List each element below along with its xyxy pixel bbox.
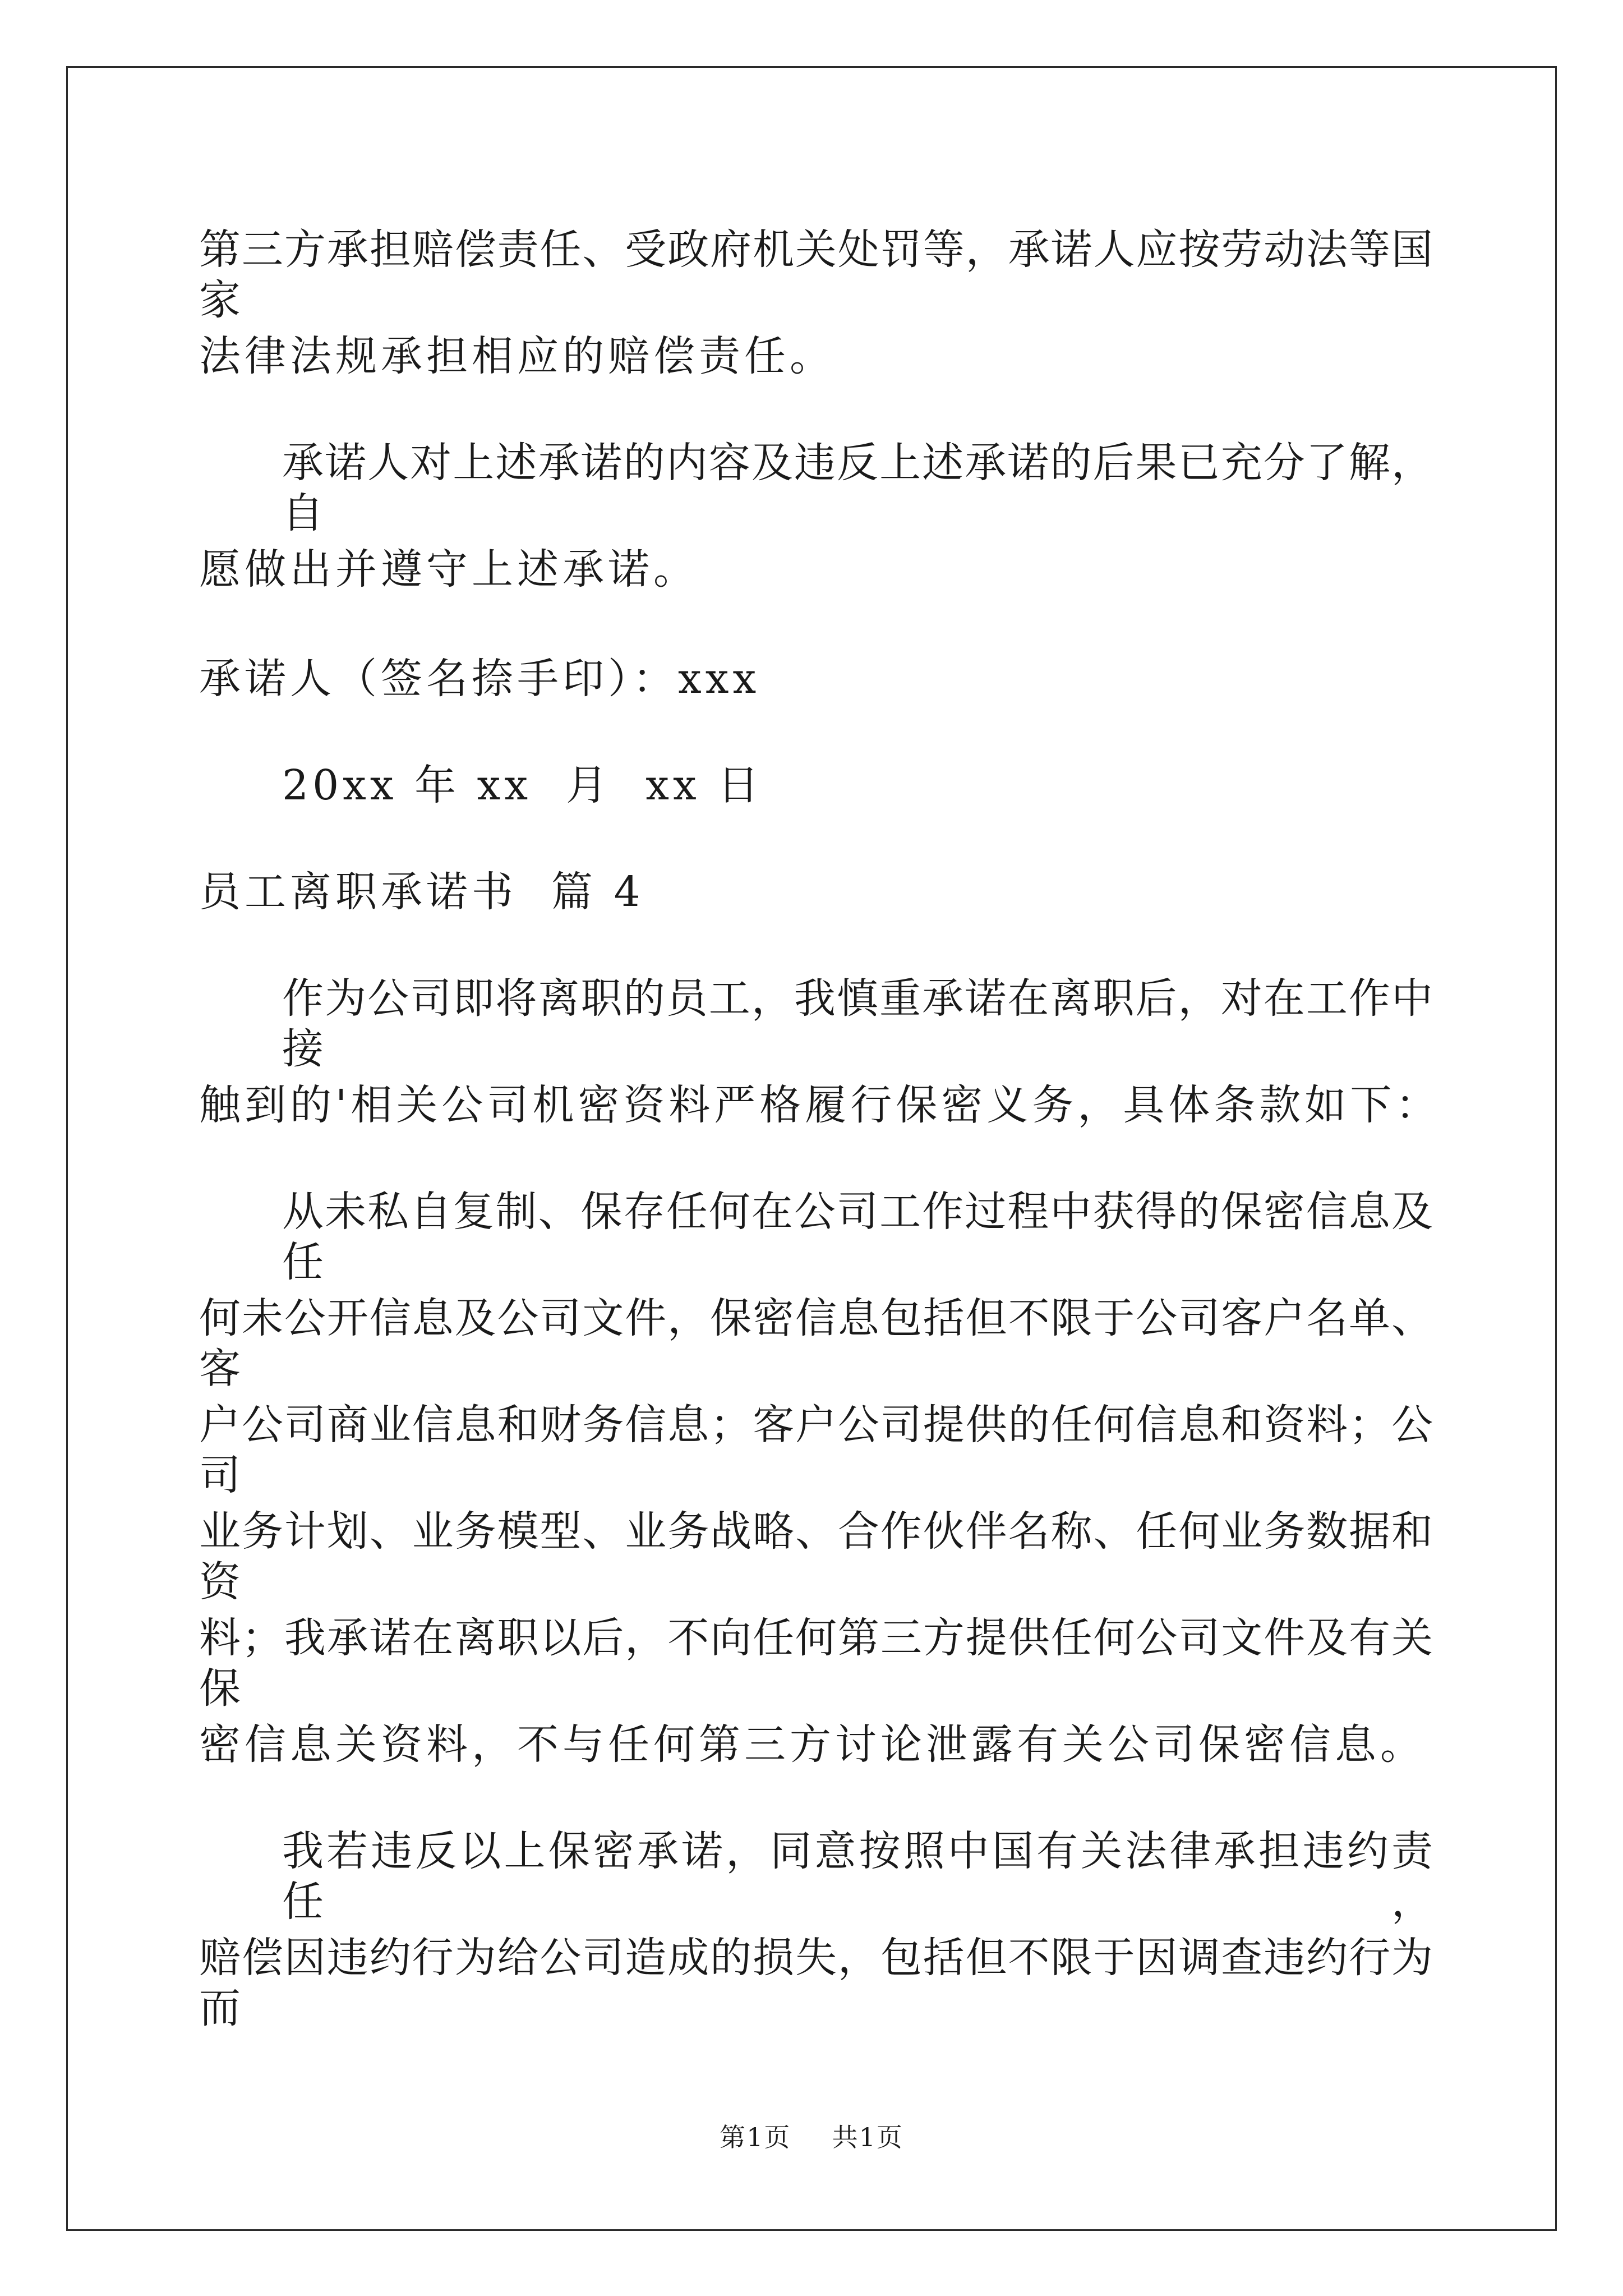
date-line: 20xx 年 xx 月 xx 日 (282, 761, 763, 809)
text-line: 第三方承担赔偿责任、受政府机关处罚等，承诺人应按劳动法等国家 (199, 226, 1433, 324)
text-line: 户公司商业信息和财务信息；客户公司提供的任何信息和资料；公司 (199, 1401, 1433, 1499)
text-line: 我若违反以上保密承诺，同意按照中国有关法律承担违约责任， (282, 1827, 1433, 1926)
signature-line: 承诺人（签名捺手印）：xxx (199, 655, 760, 703)
page-footer: 第1页 共1页 (720, 2122, 903, 2152)
text-line: 作为公司即将离职的员工，我慎重承诺在离职后，对在工作中接 (282, 974, 1433, 1073)
text-line: 触到的'相关公司机密资料严格履行保密义务，具体条款如下： (199, 1081, 1441, 1129)
section-heading: 员工离职承诺书 篇 4 (199, 868, 644, 916)
text-line: 法律法规承担相应的赔偿责任。 (199, 332, 835, 380)
text-line: 承诺人对上述承诺的内容及违反上述承诺的后果已充分了解，自 (282, 439, 1433, 537)
text-line: 业务计划、业务模型、业务战略、合作伙伴名称、任何业务数据和资 (199, 1507, 1433, 1606)
text-line: 赔偿因违约行为给公司造成的损失，包括但不限于因调查违约行为而 (199, 1934, 1433, 2032)
text-line: 密信息关资料，不与任何第三方讨论泄露有关公司保密信息。 (199, 1720, 1426, 1769)
text-line: 愿做出并遵守上述承诺。 (199, 545, 699, 593)
text-line: 何未公开信息及公司文件，保密信息包括但不限于公司客户名单、客 (199, 1294, 1433, 1393)
text-line: 从未私自复制、保存任何在公司工作过程中获得的保密信息及任 (282, 1188, 1433, 1286)
text-line: 料；我承诺在离职以后，不向任何第三方提供任何公司文件及有关保 (199, 1614, 1433, 1713)
